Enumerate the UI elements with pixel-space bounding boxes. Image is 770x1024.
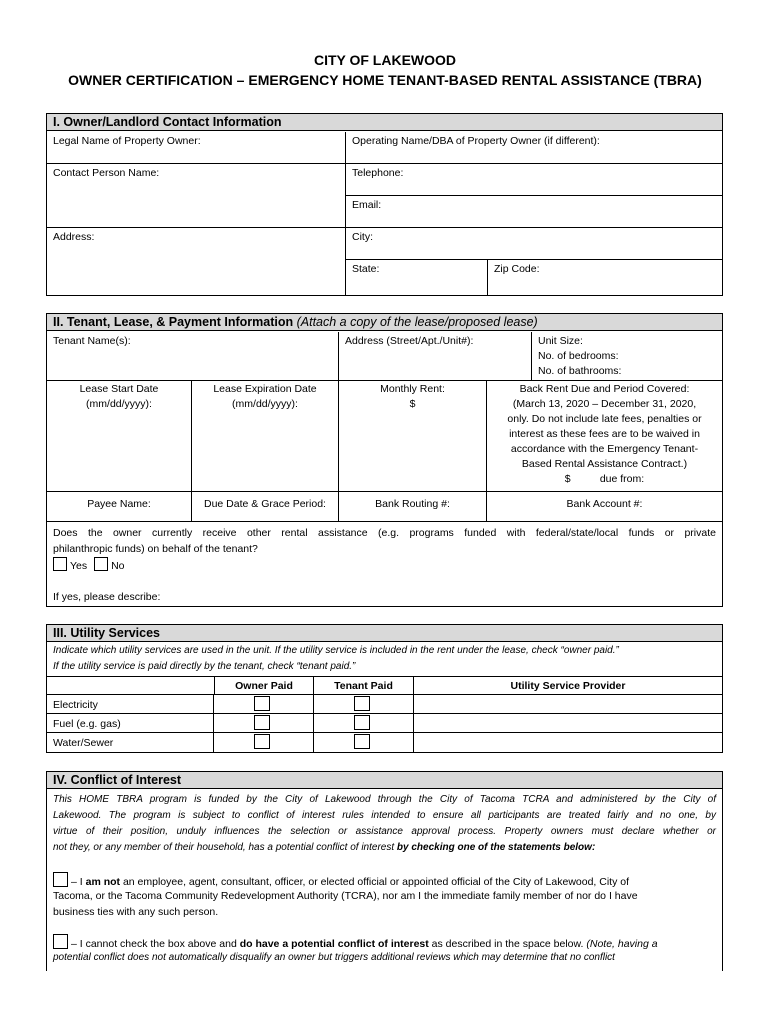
back-rent-period: (March 13, 2020 – December 31, 2020, xyxy=(512,398,697,410)
provider-field[interactable] xyxy=(414,714,722,733)
payee-label: Payee Name: xyxy=(87,498,151,510)
section-owner-contact xyxy=(46,113,723,296)
tenant-names-field[interactable] xyxy=(47,332,339,381)
bedrooms-label: No. of bedrooms: xyxy=(538,350,619,362)
back-rent-note: interest as these fees are to be waived in xyxy=(509,428,700,440)
section-tenant-lease xyxy=(46,313,723,607)
conflict-paragraph-3: virtue of their position, unduly influences the selection or assistance approval process. Property owners must declare whether or xyxy=(53,826,716,837)
routing-label: Bank Routing #: xyxy=(375,498,450,510)
tenant-paid-checkbox[interactable] xyxy=(354,715,370,730)
option-not-conflict-2: Tacoma, or the Tacoma Community Redevelopment Authority (TCRA), nor am I the immediate family member of nor do I have xyxy=(53,890,638,902)
tenant-paid-cell xyxy=(314,714,414,733)
col-tenant-paid: Tenant Paid xyxy=(314,676,414,695)
telephone-label: Telephone: xyxy=(352,167,404,179)
back-rent-note: Based Rental Assistance Contract.) xyxy=(521,458,688,470)
lease-exp-format: (mm/dd/yyyy): xyxy=(232,398,298,410)
legal-name-label: Legal Name of Property Owner: xyxy=(53,135,201,147)
state-label: State: xyxy=(352,263,380,275)
no-checkbox[interactable] xyxy=(94,557,108,571)
provider-field[interactable] xyxy=(414,695,722,714)
yes-checkbox[interactable] xyxy=(53,557,67,571)
section-utility-services xyxy=(46,624,723,753)
conflict-paragraph-4a: not they, or any member of their household, has a potential conflict of interest xyxy=(53,842,395,853)
section-2-header xyxy=(47,314,722,331)
section-4-header: IV. Conflict of Interest xyxy=(47,772,722,789)
dba-field[interactable] xyxy=(346,132,722,164)
tenant-paid-checkbox[interactable] xyxy=(354,696,370,711)
conflict-paragraph-2: Lakewood. The program is subject to conflict of interest rules intended to ensure all participants are treated fairly and no one, by xyxy=(53,810,716,821)
yes-label: Yes xyxy=(70,560,88,572)
back-rent-field[interactable] xyxy=(487,381,722,492)
section-1-header: I. Owner/Landlord Contact Information xyxy=(47,114,722,131)
col-provider: Utility Service Provider xyxy=(414,676,722,695)
city-field[interactable] xyxy=(346,228,722,260)
telephone-field[interactable] xyxy=(346,164,722,196)
other-assistance-question-2: philanthropic funds) on behalf of the tenant? xyxy=(53,543,258,555)
opt2-note: (Note, having a xyxy=(586,938,658,950)
payee-name-field[interactable] xyxy=(47,492,192,522)
bank-routing-field[interactable] xyxy=(339,492,487,522)
zip-label: Zip Code: xyxy=(494,263,540,275)
section-2-note: (Attach a copy of the lease/proposed lease) xyxy=(296,315,538,329)
utility-row-water: Water/Sewer xyxy=(47,733,214,752)
utility-instructions-1: Indicate which utility services are used in the unit. If the utility service is included in the rent under the lease, check “owner paid.” xyxy=(53,645,619,656)
provider-field[interactable] xyxy=(414,733,722,752)
utility-row-electricity: Electricity xyxy=(47,695,214,714)
owner-paid-cell xyxy=(214,695,314,714)
tenant-paid-cell xyxy=(314,733,414,752)
option-has-conflict-2: potential conflict does not automatically disqualify an owner but triggers additional reviews which may determine that no conflict xyxy=(53,952,615,963)
city-label: City: xyxy=(352,231,373,243)
legal-name-field[interactable] xyxy=(47,132,346,164)
account-label: Bank Account #: xyxy=(566,498,643,510)
back-rent-note: accordance with the Emergency Tenant- xyxy=(510,443,699,455)
not-conflict-checkbox[interactable] xyxy=(53,872,68,887)
zip-field[interactable] xyxy=(488,260,722,295)
email-label: Email: xyxy=(352,199,382,211)
contact-person-label: Contact Person Name: xyxy=(53,167,160,179)
section-2-title: II. Tenant, Lease, & Payment Information xyxy=(53,315,294,329)
unit-size-label: Unit Size: xyxy=(538,335,583,347)
address-label: Address: xyxy=(53,231,95,243)
bathrooms-label: No. of bathrooms: xyxy=(538,365,622,377)
other-assistance-question: Does the owner currently receive other rental assistance (e.g. programs funded with federal/state/local funds or private xyxy=(53,527,716,539)
due-from-label: due from: xyxy=(599,473,645,485)
email-field[interactable] xyxy=(346,196,722,228)
back-rent-label: Back Rent Due and Period Covered: xyxy=(519,383,690,395)
form-title-line1: CITY OF LAKEWOOD xyxy=(313,52,457,68)
tenant-paid-checkbox[interactable] xyxy=(354,734,370,749)
unit-size-field[interactable] xyxy=(532,332,722,381)
lease-exp-label: Lease Expiration Date xyxy=(213,383,317,395)
opt2-text-b: as described in the space below. xyxy=(431,938,584,950)
owner-paid-cell xyxy=(214,733,314,752)
conflict-paragraph-4 xyxy=(53,840,595,856)
no-label: No xyxy=(111,560,125,572)
lease-start-label: Lease Start Date xyxy=(79,383,159,395)
section-3-header: III. Utility Services xyxy=(47,625,722,642)
utility-col-blank xyxy=(47,676,214,695)
lease-expiration-field[interactable] xyxy=(192,381,339,492)
option-not-conflict-3: business ties with any such person. xyxy=(53,906,219,918)
dba-label: Operating Name/DBA of Property Owner (if different): xyxy=(352,135,600,147)
back-rent-due-from xyxy=(493,472,716,487)
contact-person-field[interactable] xyxy=(47,164,346,228)
form-title-line2: OWNER CERTIFICATION – EMERGENCY HOME TENANT-BASED RENTAL ASSISTANCE (TBRA) xyxy=(68,72,702,88)
monthly-rent-field[interactable] xyxy=(339,381,487,492)
tenant-paid-cell xyxy=(314,695,414,714)
utility-row-fuel: Fuel (e.g. gas) xyxy=(47,714,214,733)
tenant-address-label: Address (Street/Apt./Unit#): xyxy=(345,335,474,347)
due-date-field[interactable] xyxy=(192,492,339,522)
lease-start-field[interactable] xyxy=(47,381,192,492)
address-field[interactable] xyxy=(47,228,346,295)
monthly-rent-dollar: $ xyxy=(409,398,416,410)
tenant-names-label: Tenant Name(s): xyxy=(53,335,131,347)
owner-paid-cell xyxy=(214,714,314,733)
utility-instructions-2: If the utility service is paid directly by the tenant, check “tenant paid.” xyxy=(53,661,356,672)
opt2-text-a: – I cannot check the box above and xyxy=(71,938,237,950)
conflict-paragraph-1: This HOME TBRA program is funded by the City of Lakewood through the City of Tacoma TCRA and administered by the City of xyxy=(53,794,716,805)
col-owner-paid: Owner Paid xyxy=(214,676,314,695)
due-date-label: Due Date & Grace Period: xyxy=(204,498,326,510)
monthly-rent-label: Monthly Rent: xyxy=(380,383,445,395)
describe-label: If yes, please describe: xyxy=(53,591,161,603)
opt2-bold: do have a potential conflict of interest xyxy=(239,938,429,950)
has-conflict-checkbox[interactable] xyxy=(53,934,68,949)
tenant-address-field[interactable] xyxy=(339,332,532,381)
owner-paid-checkbox[interactable] xyxy=(254,734,270,749)
opt1-text: an employee, agent, consultant, officer, or elected official or appointed official of the City of Lakewood, City of xyxy=(122,876,630,888)
lease-start-format: (mm/dd/yyyy): xyxy=(86,398,152,410)
owner-paid-checkbox[interactable] xyxy=(254,696,270,711)
yes-no-options xyxy=(53,557,125,574)
state-field[interactable] xyxy=(346,260,488,295)
opt1-bold: am not xyxy=(85,876,121,888)
opt1-dash: – I xyxy=(71,876,83,888)
back-rent-dollar: $ xyxy=(564,473,571,485)
conflict-instruction: by checking one of the statements below: xyxy=(396,842,596,853)
back-rent-note: only. Do not include late fees, penalties or xyxy=(507,413,702,425)
owner-paid-checkbox[interactable] xyxy=(254,715,270,730)
section-conflict-of-interest xyxy=(46,771,723,971)
bank-account-field[interactable] xyxy=(487,492,722,522)
